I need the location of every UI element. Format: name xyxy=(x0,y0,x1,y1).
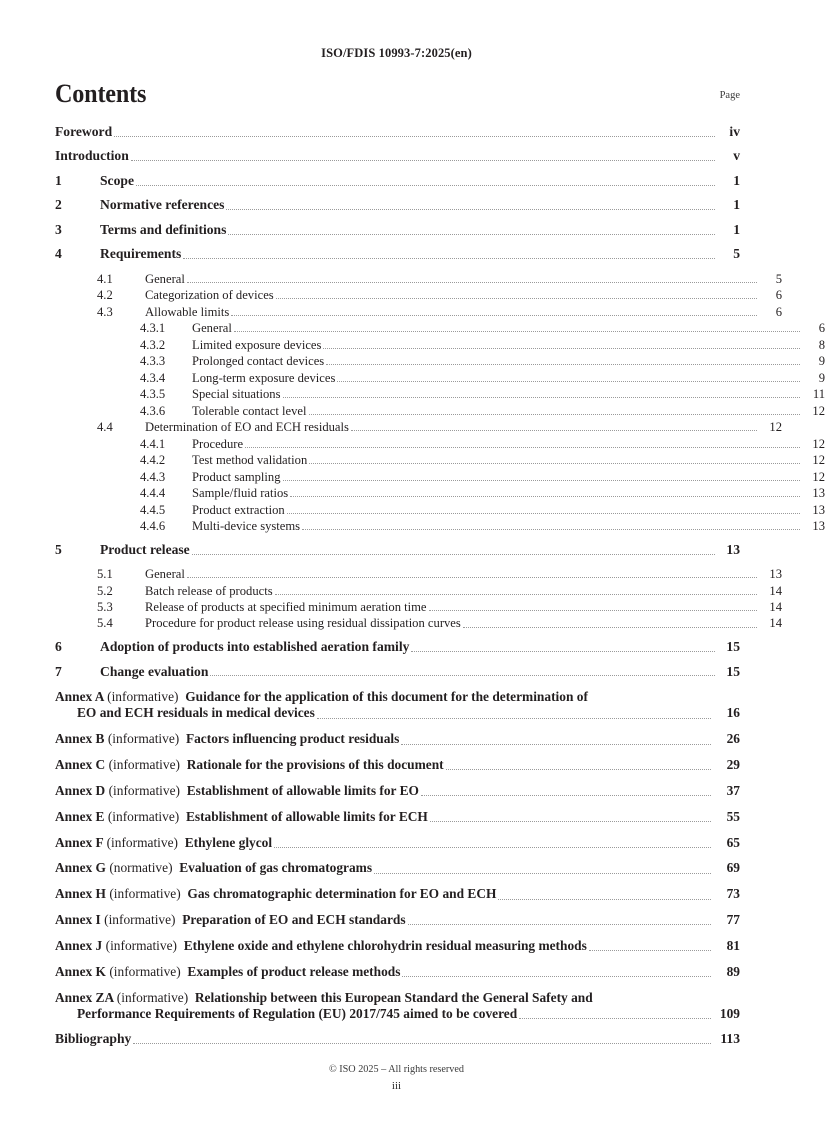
toc-page-number: 89 xyxy=(726,963,740,979)
toc-entry-title: Change evaluation xyxy=(100,663,209,679)
toc-entry[interactable] xyxy=(55,453,825,467)
toc-entry-title: Normative references xyxy=(100,197,225,213)
toc-annex-title xyxy=(55,731,399,747)
toc-annex-title xyxy=(55,783,419,799)
dot-leader xyxy=(192,540,715,555)
toc-entry-body xyxy=(192,470,825,484)
dot-leader xyxy=(276,286,757,300)
toc-page-number: 9 xyxy=(818,354,825,369)
dot-leader xyxy=(210,662,715,677)
toc-page-number: 26 xyxy=(726,731,740,747)
toc-page-number: 12 xyxy=(812,436,825,451)
toc-entry-number: 3 xyxy=(55,221,62,237)
toc-entry[interactable] xyxy=(55,288,782,302)
toc-entry-title: General xyxy=(145,567,185,582)
annex-title-text: Relationship between this European Standard the General Safety and xyxy=(194,989,593,1005)
toc-page-number: 5 xyxy=(775,271,782,286)
toc-entry-body xyxy=(145,288,782,302)
dot-leader xyxy=(463,614,757,628)
toc-annex-entry[interactable] xyxy=(55,783,740,799)
toc-annex-title xyxy=(55,757,444,773)
toc-annex-title xyxy=(55,835,272,851)
toc-annex-title xyxy=(55,886,496,902)
toc-entry-number: 4.3 xyxy=(97,304,113,319)
toc-annex-entry[interactable] xyxy=(55,731,740,747)
toc-entry-title: Product release xyxy=(100,541,190,557)
annex-kind: (informative) xyxy=(109,963,181,979)
toc-entry-title: Limited exposure devices xyxy=(192,337,322,352)
toc-entry-title: Scope xyxy=(100,172,134,188)
toc-entry[interactable] xyxy=(55,223,740,238)
toc-entry-title: General xyxy=(192,321,232,336)
annex-title-text: Preparation of EO and ECH standards xyxy=(182,912,406,928)
annex-label: Annex C xyxy=(55,757,106,773)
toc-entry-body xyxy=(55,757,740,773)
annex-label: Annex J xyxy=(55,937,103,953)
toc-page-number: 15 xyxy=(726,639,740,655)
toc-entry[interactable] xyxy=(55,470,825,484)
toc-entry-body xyxy=(100,543,740,558)
annex-kind: (informative) xyxy=(107,808,180,824)
folio-number: iii xyxy=(391,1080,402,1092)
toc-page-number: 55 xyxy=(726,808,740,824)
dot-leader xyxy=(374,859,711,873)
toc-annex-title xyxy=(55,809,428,825)
toc-entry-number: 4.3.6 xyxy=(140,403,166,418)
toc-entry-number: 4.3.5 xyxy=(140,387,166,402)
annex-label: Annex K xyxy=(55,963,106,979)
toc-entry-title: Foreword xyxy=(55,124,113,139)
annex-title-text: Gas chromatographic determination for EO and ECH xyxy=(187,886,497,902)
toc-entry-body xyxy=(55,783,740,799)
toc-entry[interactable] xyxy=(55,486,825,500)
toc-annex-title xyxy=(55,964,400,980)
dot-leader xyxy=(519,1005,711,1019)
toc-entry-number: 5.3 xyxy=(97,600,113,614)
annex-title-text: Ethylene glycol xyxy=(184,834,273,850)
toc-page-number: 12 xyxy=(769,420,782,435)
toc-bibliography-entry[interactable] xyxy=(55,1032,740,1047)
dot-leader xyxy=(245,434,800,448)
toc-entry-body xyxy=(100,665,740,680)
toc-annex-entry[interactable] xyxy=(55,886,740,902)
toc-entry-title: Product sampling xyxy=(192,469,281,484)
dot-leader xyxy=(290,484,800,498)
toc-entry-number: 4.3.1 xyxy=(140,321,166,336)
toc-entry-body xyxy=(192,437,825,451)
annex-kind: (informative) xyxy=(108,757,180,773)
annex-title-text: Ethylene oxide and ethylene chlorohydrin residual measuring methods xyxy=(183,937,587,953)
toc-entry[interactable] xyxy=(55,149,740,164)
annex-label: Annex B xyxy=(55,731,105,747)
toc-entry-body xyxy=(192,453,825,467)
toc-page-number: 13 xyxy=(812,518,825,533)
dot-leader xyxy=(401,730,711,744)
toc-entry[interactable] xyxy=(55,247,740,262)
dot-leader xyxy=(430,808,711,822)
dot-leader xyxy=(326,352,800,366)
dot-leader xyxy=(287,500,800,514)
toc-entry-body xyxy=(145,305,782,319)
toc-entry-body xyxy=(192,338,825,352)
annex-kind: (informative) xyxy=(109,886,181,902)
toc-annex-entry[interactable] xyxy=(55,912,740,928)
annex-title-text: Establishment of allowable limits for EO xyxy=(186,782,419,798)
dot-leader xyxy=(114,122,715,137)
toc-entry-title: Sample/fluid ratios xyxy=(192,486,289,501)
annex-label: Annex ZA xyxy=(55,989,114,1005)
toc-annex-title xyxy=(55,860,372,876)
toc-entry-title: Bibliography xyxy=(55,1030,132,1046)
toc-entry-number: 4.4.3 xyxy=(140,469,166,484)
dot-leader xyxy=(309,401,801,415)
toc-page-number: 12 xyxy=(812,453,825,468)
toc-entry-body xyxy=(100,247,740,262)
annex-label: Annex A xyxy=(55,688,104,704)
toc-entry[interactable] xyxy=(55,584,782,598)
toc-page-number: v xyxy=(733,148,740,164)
toc-entry-title: Batch release of products xyxy=(145,583,273,598)
toc-entry-title: Allowable limits xyxy=(145,304,230,319)
toc-entry-title: Special situations xyxy=(192,387,281,402)
toc-entry-title: Product extraction xyxy=(192,502,285,517)
toc-entry-body xyxy=(145,616,782,630)
toc-page-number: 1 xyxy=(733,197,740,213)
dot-leader xyxy=(323,335,800,349)
toc-entry-title: Terms and definitions xyxy=(100,221,227,237)
dot-leader xyxy=(187,565,757,579)
toc-entry-body xyxy=(55,912,740,928)
toc-entry-title: Adoption of products into established aeration family xyxy=(100,639,410,655)
table-of-contents xyxy=(55,124,825,1056)
dot-leader xyxy=(337,368,800,382)
dot-leader xyxy=(402,963,711,977)
toc-entry[interactable] xyxy=(55,174,740,189)
toc-entry-title: Long-term exposure devices xyxy=(192,370,336,385)
toc-entry-body xyxy=(145,600,782,614)
toc-entry-body xyxy=(192,387,825,401)
toc-entry-number: 5.1 xyxy=(97,567,113,582)
toc-entry-number: 4.3.4 xyxy=(140,370,166,385)
toc-entry-number: 2 xyxy=(55,197,62,213)
toc-page-number: 5 xyxy=(733,246,740,262)
toc-entry-number: 4.2 xyxy=(97,288,113,303)
toc-entry-number: 5.2 xyxy=(97,583,113,598)
toc-entry-title: Procedure xyxy=(192,436,244,451)
toc-entry-number: 4 xyxy=(55,246,62,262)
toc-entry-body xyxy=(100,640,740,655)
toc-entry[interactable] xyxy=(55,665,740,680)
annex-title-line-1 xyxy=(55,990,740,1006)
toc-entry-body xyxy=(55,1032,740,1047)
dot-leader xyxy=(309,451,800,465)
toc-page-number: 14 xyxy=(769,600,782,614)
toc-entry-body xyxy=(55,125,740,140)
annex-label: Annex D xyxy=(55,782,106,798)
toc-page-number: 9 xyxy=(818,370,825,385)
toc-entry[interactable] xyxy=(55,321,825,335)
annex-label: Annex G xyxy=(55,860,106,876)
toc-entry-body xyxy=(55,835,740,851)
toc-annex-entry[interactable] xyxy=(55,689,740,722)
toc-page-number: 77 xyxy=(726,912,740,928)
dot-leader xyxy=(317,704,711,718)
toc-entry-title: General xyxy=(145,271,185,286)
toc-entry-body xyxy=(192,503,825,517)
toc-entry-body xyxy=(100,174,740,189)
toc-entry-body xyxy=(55,964,740,980)
annex-title-text: Guidance for the application of this document for the determination of xyxy=(185,688,588,704)
toc-entry-body xyxy=(192,519,825,533)
toc-entry-body xyxy=(55,886,740,902)
dot-leader xyxy=(226,196,715,211)
annex-kind: (informative) xyxy=(107,731,180,747)
toc-page-number: 14 xyxy=(769,583,782,598)
toc-page-number: 6 xyxy=(818,321,825,336)
annex-label: Annex E xyxy=(55,808,105,824)
running-header: ISO/FDIS 10993-7:2025(en) xyxy=(321,46,472,60)
toc-entry-body xyxy=(145,420,782,434)
annex-kind: (informative) xyxy=(107,688,179,704)
dot-leader xyxy=(498,885,711,899)
toc-annex-title xyxy=(55,912,406,928)
toc-entry-body xyxy=(55,938,740,954)
toc-entry[interactable] xyxy=(55,272,782,286)
annex-kind: (informative) xyxy=(104,912,176,928)
toc-entry[interactable] xyxy=(55,338,825,352)
toc-entry-number: 4.4.1 xyxy=(140,436,166,451)
toc-entry-body xyxy=(55,809,740,825)
toc-entry-number: 5.4 xyxy=(97,616,113,631)
toc-entry[interactable] xyxy=(55,305,782,319)
page-footer xyxy=(0,1064,793,1092)
dot-leader xyxy=(589,937,711,951)
toc-page-number: 13 xyxy=(769,567,782,582)
annex-kind: (normative) xyxy=(109,860,173,876)
toc-entry-title: Requirements xyxy=(100,246,182,262)
toc-entry-title: Multi-device systems xyxy=(192,518,301,533)
dot-leader xyxy=(187,269,757,283)
toc-entry[interactable] xyxy=(55,387,825,401)
dot-leader xyxy=(231,302,757,316)
toc-entry[interactable] xyxy=(55,354,825,368)
toc-annex-entry[interactable] xyxy=(55,860,740,876)
toc-entry[interactable] xyxy=(55,543,740,558)
contents-header xyxy=(55,80,740,107)
toc-annex-entry[interactable] xyxy=(55,990,740,1023)
annex-title-text-cont: Performance Requirements of Regulation (EU) 2017/745 aimed to be covered xyxy=(77,1005,518,1021)
annex-kind: (informative) xyxy=(108,782,180,798)
toc-page-number: 73 xyxy=(726,886,740,902)
annex-title-text: Rationale for the provisions of this document xyxy=(186,757,444,773)
dot-leader xyxy=(283,385,801,399)
toc-entry-title: Determination of EO and ECH residuals xyxy=(145,420,349,435)
dot-leader xyxy=(411,637,715,652)
toc-entry-number: 4.4 xyxy=(97,420,113,435)
toc-page-number: 11 xyxy=(812,387,825,402)
toc-entry-body xyxy=(192,321,825,335)
toc-entry-number: 4.4.5 xyxy=(140,502,166,517)
toc-entry-body xyxy=(192,354,825,368)
toc-entry-body xyxy=(55,860,740,876)
toc-page-number: 1 xyxy=(733,172,740,188)
toc-entry-title: Test method validation xyxy=(192,453,308,468)
dot-leader xyxy=(283,467,800,481)
toc-entry-body xyxy=(192,371,825,385)
toc-page-number: 109 xyxy=(719,1005,740,1021)
annex-kind: (informative) xyxy=(105,937,177,953)
annex-kind: (informative) xyxy=(116,989,189,1005)
toc-entry[interactable] xyxy=(55,125,740,140)
dot-leader xyxy=(275,581,757,595)
toc-entry-title: Procedure for product release using residual dissipation curves xyxy=(145,616,461,631)
toc-annex-entry[interactable] xyxy=(55,938,740,954)
toc-entry-body xyxy=(145,272,782,286)
dot-leader xyxy=(136,171,715,186)
annex-label: Annex H xyxy=(55,886,106,902)
toc-entry-title: Tolerable contact level xyxy=(192,403,307,418)
toc-entry-title: Categorization of devices xyxy=(145,288,274,303)
toc-entry[interactable] xyxy=(55,640,740,655)
dot-leader xyxy=(421,782,711,796)
toc-page-number: 113 xyxy=(720,1030,740,1046)
toc-page-number: 1 xyxy=(733,221,740,237)
toc-entry-number: 1 xyxy=(55,172,62,188)
page-column-label: Page xyxy=(719,90,740,101)
toc-page-number: iv xyxy=(729,124,740,139)
annex-title-text-cont: EO and ECH residuals in medical devices xyxy=(77,705,315,721)
dot-leader xyxy=(408,911,711,925)
annex-label: Annex I xyxy=(55,912,101,928)
toc-page-number: 12 xyxy=(812,403,825,418)
toc-page-number: 6 xyxy=(775,288,782,303)
toc-annex-entry[interactable] xyxy=(55,835,740,851)
toc-page-number: 65 xyxy=(726,834,740,850)
toc-entry-number: 4.3.3 xyxy=(140,354,166,369)
dot-leader xyxy=(133,1029,711,1044)
toc-page-number: 29 xyxy=(726,757,740,773)
dot-leader xyxy=(302,516,800,530)
annex-title-text: Establishment of allowable limits for ECH xyxy=(185,808,428,824)
toc-entry-body xyxy=(100,198,740,213)
toc-entry[interactable] xyxy=(55,503,825,517)
toc-entry[interactable] xyxy=(55,600,782,614)
toc-entry-body xyxy=(192,404,825,418)
annex-title-text: Examples of product release methods xyxy=(187,963,401,979)
toc-entry-body xyxy=(192,486,825,500)
toc-page-number: 69 xyxy=(726,860,740,876)
annex-title-text: Factors influencing product residuals xyxy=(185,731,400,747)
toc-annex-entry[interactable] xyxy=(55,964,740,980)
annex-label: Annex F xyxy=(55,834,104,850)
toc-entry-number: 4.4.6 xyxy=(140,518,166,533)
dot-leader xyxy=(228,220,715,235)
dot-leader xyxy=(274,834,711,848)
toc-page-number: 8 xyxy=(818,337,825,352)
annex-kind: (informative) xyxy=(106,834,178,850)
toc-page-number: 12 xyxy=(812,469,825,484)
annex-title-line-1 xyxy=(55,689,740,705)
dot-leader xyxy=(429,598,757,612)
toc-entry-body xyxy=(145,567,782,581)
annex-title-text: Evaluation of gas chromatograms xyxy=(179,860,373,876)
dot-leader xyxy=(183,245,715,260)
annex-title-line-2 xyxy=(55,705,740,721)
toc-entry[interactable] xyxy=(55,437,825,451)
toc-entry-number: 5 xyxy=(55,541,62,557)
dot-leader xyxy=(351,418,757,432)
toc-entry-number: 7 xyxy=(55,663,62,679)
toc-entry-body xyxy=(145,584,782,598)
toc-entry-title: Prolonged contact devices xyxy=(192,354,325,369)
dot-leader xyxy=(234,319,800,333)
toc-entry[interactable] xyxy=(55,519,825,533)
toc-page-number: 81 xyxy=(726,937,740,953)
toc-entry-body xyxy=(100,223,740,238)
toc-entry[interactable] xyxy=(55,371,825,385)
copyright-notice: © ISO 2025 – All rights reserved xyxy=(328,1064,465,1075)
dot-leader xyxy=(446,756,711,770)
toc-entry[interactable] xyxy=(55,616,782,630)
toc-annex-entry[interactable] xyxy=(55,809,740,825)
toc-entry[interactable] xyxy=(55,404,825,418)
toc-annex-entry[interactable] xyxy=(55,757,740,773)
toc-entry-number: 4.1 xyxy=(97,271,113,286)
toc-entry-number: 4.4.2 xyxy=(140,453,166,468)
toc-page-number: 13 xyxy=(726,541,740,557)
toc-entry[interactable] xyxy=(55,198,740,213)
toc-page-number: 15 xyxy=(726,663,740,679)
toc-page-number: 6 xyxy=(775,304,782,319)
page-title: Contents xyxy=(55,79,147,108)
toc-page-number: 37 xyxy=(726,782,740,798)
dot-leader xyxy=(131,147,715,162)
toc-page-number: 16 xyxy=(726,705,740,721)
toc-entry-body xyxy=(55,149,740,164)
toc-entry[interactable] xyxy=(55,567,782,581)
toc-entry-number: 4.4.4 xyxy=(140,486,166,501)
toc-entry-number: 6 xyxy=(55,639,62,655)
toc-entry-title: Release of products at specified minimum aeration time xyxy=(145,600,427,614)
toc-page-number: 14 xyxy=(769,616,782,631)
toc-page-number: 13 xyxy=(812,502,825,517)
toc-page-number: 13 xyxy=(812,486,825,501)
toc-entry-body xyxy=(55,731,740,747)
toc-entry-number: 4.3.2 xyxy=(140,337,166,352)
annex-title-line-2 xyxy=(55,1006,740,1022)
toc-entry-title: Introduction xyxy=(55,148,129,164)
toc-entry[interactable] xyxy=(55,420,782,434)
toc-annex-title xyxy=(55,938,587,954)
